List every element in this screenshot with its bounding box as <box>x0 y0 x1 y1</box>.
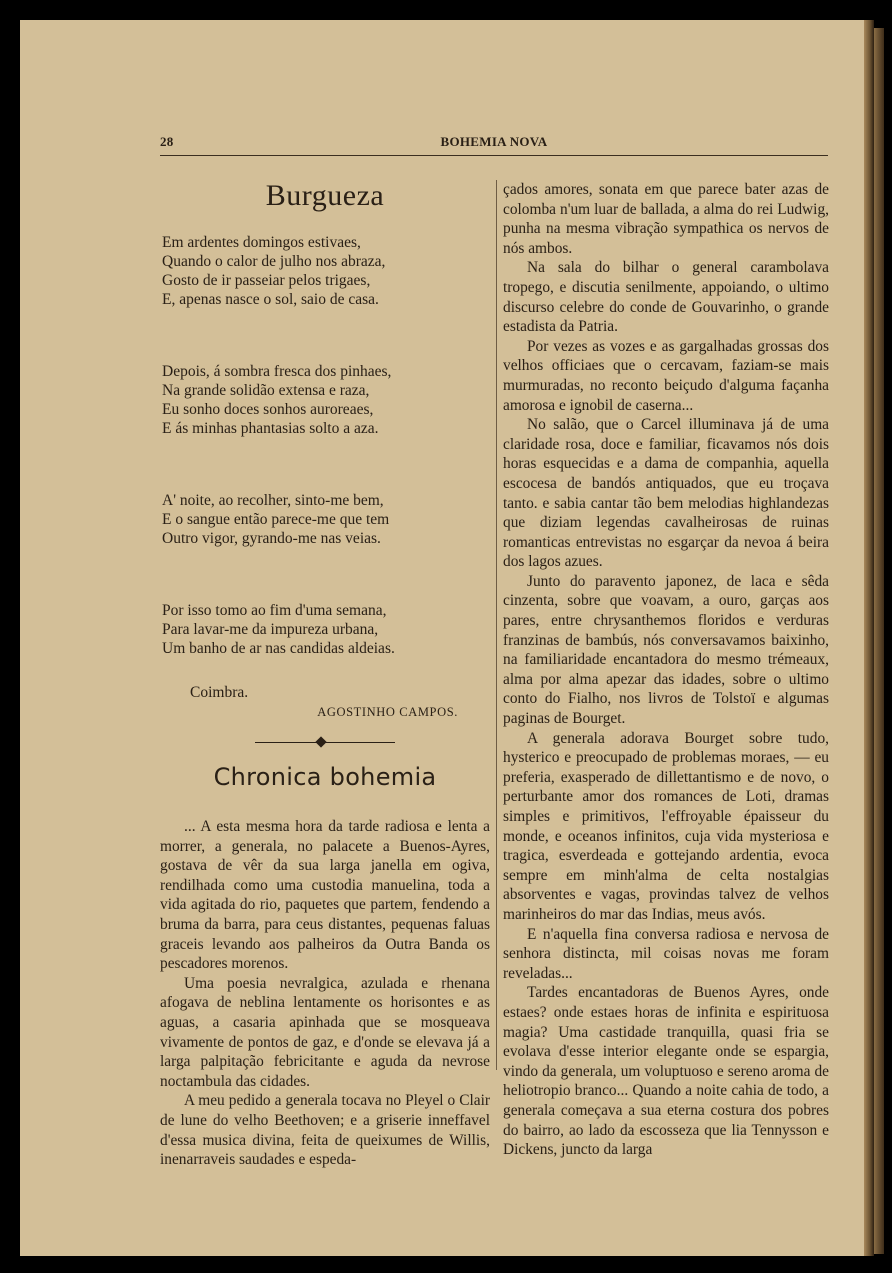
paragraph: Por vezes as vozes e as gargalhadas grossas dos velhos officiaes que o cercavam, faziam-se mais murmuradas, no reconto beiçudo d'alguma façanha amorosa e ignobil de caserna... <box>503 337 829 414</box>
paragraph: Uma poesia nevralgica, azulada e rhenana afogava de neblina lentamente os horisontes e as aguas, a casaria apinhada que se mosqueava vivamente de pontos de gaz, e d'onde se elevava já a larga palpitação febricitante e aguda da nevrose noctambula das cidades. <box>160 974 490 1090</box>
paragraph: ... A esta mesma hora da tarde radiosa e lenta a morrer, a generala, no palacete a Buenos-Ayres, gostava de vêr da sua larga janella em ogiva, rendilhada como uma custodia manuelina, toda a vida agitada do rio, paquetes que partem, fendendo a bruma da barra, para ceus distantes, pequenas faluas graceis levando aos palheiros da Outra Banda os pescadores morenos. <box>160 818 490 973</box>
page-edge-shadow <box>874 28 884 1254</box>
section-divider <box>255 737 395 749</box>
paragraph: Na sala do bilhar o general carambolava tropego, e discutia senilmente, appoiando, o ultimo discurso celebre do conde de Gouvarinho, o grande estadista da Patria. <box>503 259 829 336</box>
paragraph: Tardes encantadoras de Buenos Ayres, onde estaes? onde estaes horas de infinita e espirituosa magia? Uma castidade tranquilla, quasi fria se evolava d'esse interior elegante onde se espargia, vindo da generala, um voluptuoso e sereno aroma de heliotropio branco... Quando a noite cahia de todo, a generala começava a sua eterna costura dos pobres do bairro, ao lado da escosseza que lia Tennysson e Dickens, juncto da larga <box>503 984 829 1159</box>
paragraph: No salão, que o Carcel illuminava já de uma claridade rosa, doce e familiar, ficavamos nós dois horas esquecidas e a dama de companhia, aquella escocesa de bandós antiquados, que eu troçava tanto. e sabia cantar tão bem melodias highlandezas que diziam legendas cavalheirosas de ruinas romanticas entrevistas no esgarçar da nevoa á beira dos lagos azues. <box>503 416 829 571</box>
page-edge <box>864 20 874 1256</box>
verse-line: Gosto de ir passeiar pelos trigaes, <box>162 272 371 289</box>
poem-author: AGOSTINHO CAMPOS. <box>317 705 458 719</box>
verse-line: Um banho de ar nas candidas aldeias. <box>162 640 395 657</box>
paragraph: A meu pedido a generala tocava no Pleyel o Clair de lune do velho Beethoven; e a griserie inneffavel d'essa musica divina, feita de queixumes de Willis, inenarraveis saudades e espeda- <box>160 1092 490 1169</box>
verse-line: E, apenas nasce o sol, saio de casa. <box>162 291 379 308</box>
chronicle-title: Chronica bohemia <box>213 763 437 791</box>
left-column <box>160 175 490 1170</box>
header-rule <box>160 155 828 156</box>
stanza <box>162 601 490 658</box>
divider-ornament-icon <box>315 736 326 747</box>
page-header <box>160 134 828 150</box>
verse-line: Depois, á sombra fresca dos pinhaes, <box>162 363 392 380</box>
verse-line: Para lavar-me da impureza urbana, <box>162 621 379 638</box>
verse-line: Quando o calor de julho nos abraza, <box>162 253 386 270</box>
stanza <box>162 233 490 309</box>
verse-line: Em ardentes domingos estivaes, <box>162 234 361 251</box>
verse-line: Eu sonho doces sonhos auroreaes, <box>162 401 374 418</box>
verse-line: Na grande solidão extensa e raza, <box>162 382 370 399</box>
verse-line: Por isso tomo ao fim d'uma semana, <box>162 602 387 619</box>
chronicle-left-text <box>160 817 490 1170</box>
verse-line: A' noite, ao recolher, sinto-me bem, <box>162 492 384 509</box>
paragraph: E n'aquella fina conversa radiosa e nervosa de senhora distincta, mil coisas novas me foram reveladas... <box>503 925 829 982</box>
paragraph: çados amores, sonata em que parece bater azas de colomba n'um luar de ballada, a alma do rei Ludwig, punha na mesma vibração sympathica os nervos de nós ambos. <box>503 181 829 257</box>
column-rule <box>496 180 497 1070</box>
verse-line: E o sangue então parece-me que tem <box>162 511 390 528</box>
paragraph: Junto do paravento japonez, de laca e sêda cinzenta, sobre que voavam, a ouro, garças aos pares, entre chrysanthemos floridos e verduras franzinas de bambús, nós conversavamos baixinho, na familiaridade encantadora do mesmo trémeaux, alma por alma apezar das idades, sobre o ultimo conto do Fialho, nos livros de Tolstoï e algumas paginas de Bourget. <box>503 572 829 728</box>
poem-place: Coimbra. <box>190 684 249 701</box>
verse-line: Outro vigor, gyrando-me nas veias. <box>162 530 381 547</box>
poem-title: Burgueza <box>265 179 385 212</box>
stanza <box>162 491 490 548</box>
page-number: 28 <box>160 134 174 149</box>
stanza <box>162 362 490 438</box>
paragraph: A generala adorava Bourget sobre tudo, hysterico e preocupado de problemas moraes, — eu preferia, exasperado de dillettantismo e de novo, o perturbante amor dos romances de Loti, dramas simples e primitivos, l'effroyable épaisseur du monde, e oceanos infinitos, cuja vida mysteriosa e tragica, esverdeada e gottejando ardentia, evoca sempre em minh'alma de celta nostalgias absorventes e vagas, provindas talvez de velhos marinheiros do mar das Indias, meus avós. <box>503 729 829 923</box>
verse-line: E ás minhas phantasias solto a aza. <box>162 420 379 437</box>
running-title: BOHEMIA NOVA <box>440 134 548 149</box>
right-column <box>503 180 829 1160</box>
